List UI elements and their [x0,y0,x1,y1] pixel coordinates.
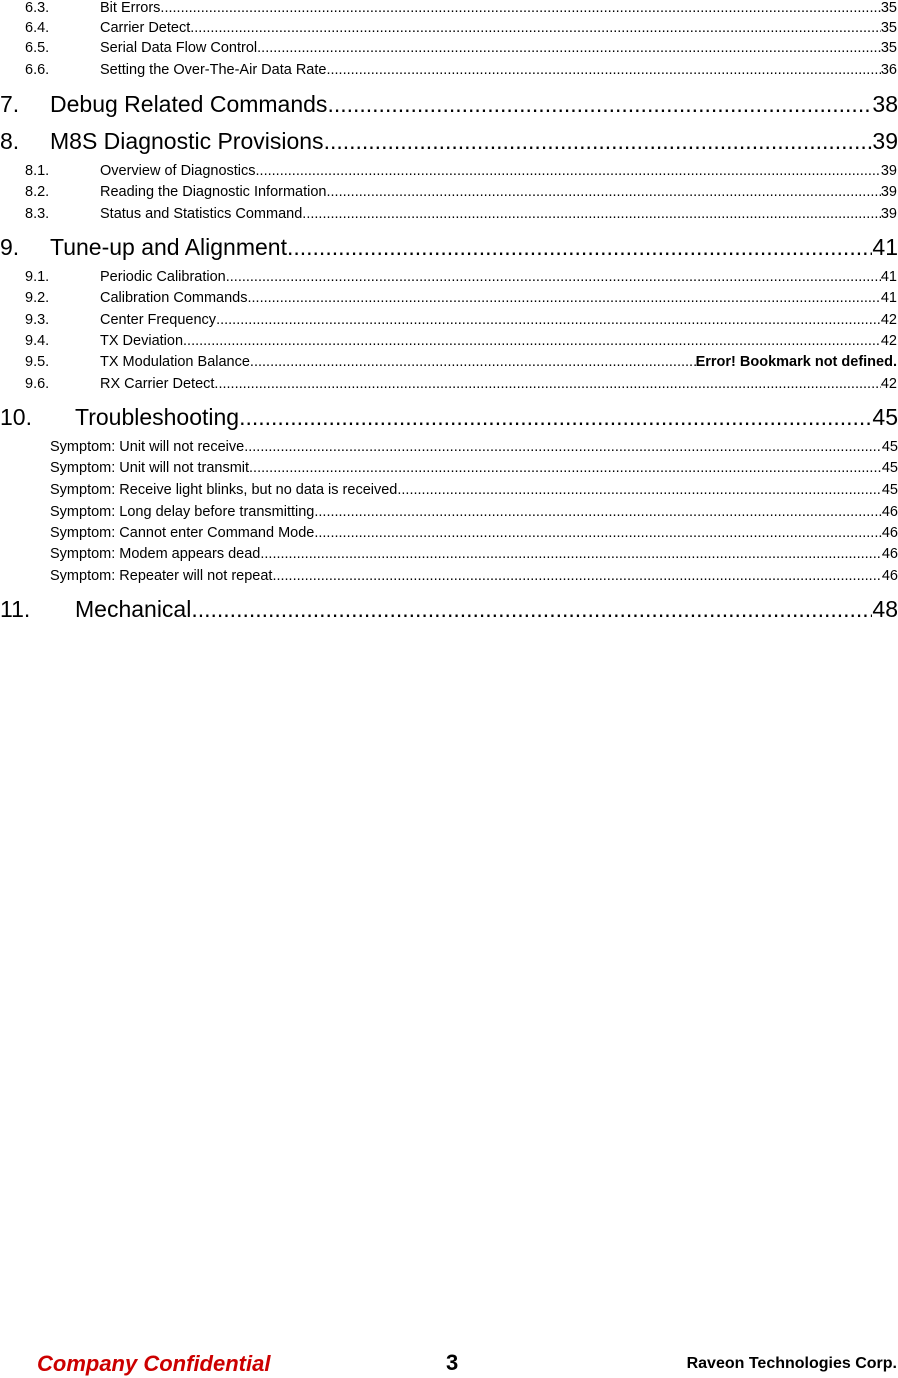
toc-entry-title: Symptom: Unit will not receive [50,439,245,455]
toc-entry-number: 9.4. [25,333,50,349]
toc-chapter-title: Tune-up and Alignment [50,234,287,260]
toc-entry-number: 9.3. [25,312,50,328]
toc-entry-page: 39 [880,184,897,200]
toc-entry-page: 39 [880,163,897,179]
toc-entry-number: 9.6. [25,376,50,392]
toc-leader-dots [324,128,873,155]
page-footer [0,1348,898,1378]
toc-entry-number: 8.2. [25,184,50,200]
toc-entry-page: 45 [881,482,898,498]
toc-entry-title: Symptom: Repeater will not repeat [50,568,273,584]
toc-entry-page: 36 [880,62,897,78]
toc-entry-title: Status and Statistics Command [100,206,303,222]
toc-entry-9-3[interactable] [0,312,898,332]
page-number: 3 [446,1350,459,1375]
toc-entry-number: 9.2. [25,290,50,306]
toc-chapter-number: 9. [0,234,20,260]
toc-leader-dots [250,354,696,370]
toc-chapter-number: 10. [0,404,32,430]
toc-chapter-page: 41 [872,234,898,260]
toc-leader-dots [327,91,872,118]
toc-chapter-page: 48 [872,596,898,622]
toc-leader-dots [216,312,881,328]
toc-chapter-page: 45 [872,404,898,430]
toc-entry-page: 46 [881,546,898,562]
toc-entry-page: 41 [880,290,897,306]
toc-entry-title: Calibration Commands [100,290,248,306]
toc-chapter-10[interactable] [0,404,898,434]
toc-entry-title: Symptom: Receive light blinks, but no data is received [50,482,398,498]
toc-symptom-modem-dead[interactable] [0,546,898,566]
toc-entry-title: TX Modulation Balance [100,354,250,370]
confidential-label: Company Confidential [37,1351,271,1376]
toc-entry-page: 42 [880,312,897,328]
toc-chapter-title: M8S Diagnostic Provisions [50,128,324,154]
toc-leader-dots [314,525,882,541]
toc-leader-dots [256,163,881,179]
toc-entry-page: 42 [880,376,897,392]
toc-leader-dots [327,184,881,200]
toc-entry-8-2[interactable] [0,184,898,204]
toc-entry-page: 35 [880,20,897,36]
toc-entry-title: TX Deviation [100,333,184,349]
toc-entry-page: 45 [881,439,898,455]
toc-entry-title: Carrier Detect [100,20,191,36]
toc-leader-dots [302,206,881,222]
toc-entry-title: Periodic Calibration [100,269,226,285]
toc-leader-dots [260,546,882,562]
toc-entry-6-6[interactable] [0,62,898,82]
toc-entry-6-5[interactable] [0,40,898,60]
toc-leader-dots [272,568,881,584]
toc-chapter-title: Troubleshooting [75,404,240,430]
toc-entry-number: 9.1. [25,269,50,285]
toc-entry-title: Center Frequency [100,312,217,328]
toc-entry-number: 9.5. [25,354,50,370]
toc-chapter-8[interactable] [0,128,898,158]
toc-entry-number: 8.1. [25,163,50,179]
toc-entry-page: 45 [881,460,898,476]
toc-symptom-command-mode[interactable] [0,525,898,545]
toc-entry-number: 6.4. [25,20,50,36]
toc-chapter-title: Mechanical [75,596,192,622]
toc-leader-dots [239,404,872,431]
toc-chapter-title: Debug Related Commands [50,91,328,117]
toc-chapter-9[interactable] [0,234,898,264]
toc-entry-9-5[interactable] [0,354,898,374]
toc-symptom-long-delay[interactable] [0,504,898,524]
toc-leader-dots [183,333,881,349]
toc-entry-6-3[interactable] [0,0,898,20]
toc-leader-dots [190,20,881,36]
toc-entry-page: 46 [881,504,898,520]
toc-entry-page: 42 [880,333,897,349]
toc-leader-dots [244,439,882,455]
toc-symptom-receive-light[interactable] [0,482,898,502]
toc-leader-dots [249,460,882,476]
toc-entry-page: 46 [881,568,898,584]
toc-bookmark-error: Error! Bookmark not defined. [695,354,897,370]
toc-entry-page: 39 [880,206,897,222]
toc-leader-dots [314,504,882,520]
toc-chapter-page: 38 [872,91,898,117]
toc-symptom-repeater[interactable] [0,568,898,588]
toc-chapter-number: 7. [0,91,20,117]
toc-entry-page: 35 [880,40,897,56]
toc-entry-title: Symptom: Long delay before transmitting [50,504,315,520]
toc-entry-9-1[interactable] [0,269,898,289]
toc-symptom-transmit[interactable] [0,460,898,480]
toc-leader-dots [397,482,881,498]
toc-entry-number: 6.3. [25,0,50,16]
toc-entry-9-2[interactable] [0,290,898,310]
toc-leader-dots [214,376,880,392]
toc-entry-title: Reading the Diagnostic Information [100,184,327,200]
toc-entry-page: 46 [881,525,898,541]
toc-leader-dots [247,290,880,306]
toc-entry-page: 41 [880,269,897,285]
toc-entry-title: RX Carrier Detect [100,376,215,392]
toc-entry-number: 8.3. [25,206,50,222]
toc-entry-title: Overview of Diagnostics [100,163,256,179]
toc-chapter-page: 39 [872,128,898,154]
toc-entry-title: Setting the Over-The-Air Data Rate [100,62,327,78]
toc-entry-6-4[interactable] [0,20,898,40]
toc-symptom-receive[interactable] [0,439,898,459]
toc-leader-dots [257,40,881,56]
toc-entry-page: 35 [880,0,897,16]
toc-leader-dots [226,269,881,285]
toc-entry-number: 6.5. [25,40,50,56]
toc-entry-title: Serial Data Flow Control [100,40,258,56]
toc-entry-title: Symptom: Unit will not transmit [50,460,250,476]
company-name: Raveon Technologies Corp. [686,1355,897,1372]
toc-entry-title: Symptom: Cannot enter Command Mode [50,525,315,541]
toc-entry-8-1[interactable] [0,163,898,183]
toc-leader-dots [160,0,880,16]
toc-chapter-number: 8. [0,128,20,154]
toc-leader-dots [191,596,872,623]
toc-entry-number: 6.6. [25,62,50,78]
toc-entry-9-6[interactable] [0,376,898,396]
toc-entry-8-3[interactable] [0,206,898,226]
toc-entry-title: Symptom: Modem appears dead [50,546,261,562]
toc-entry-title: Bit Errors [100,0,161,16]
toc-entry-9-4[interactable] [0,333,898,353]
toc-leader-dots [287,234,872,261]
toc-chapter-11[interactable] [0,596,898,626]
toc-chapter-number: 11. [0,596,31,622]
toc-leader-dots [326,62,880,78]
toc-chapter-7[interactable] [0,91,898,121]
